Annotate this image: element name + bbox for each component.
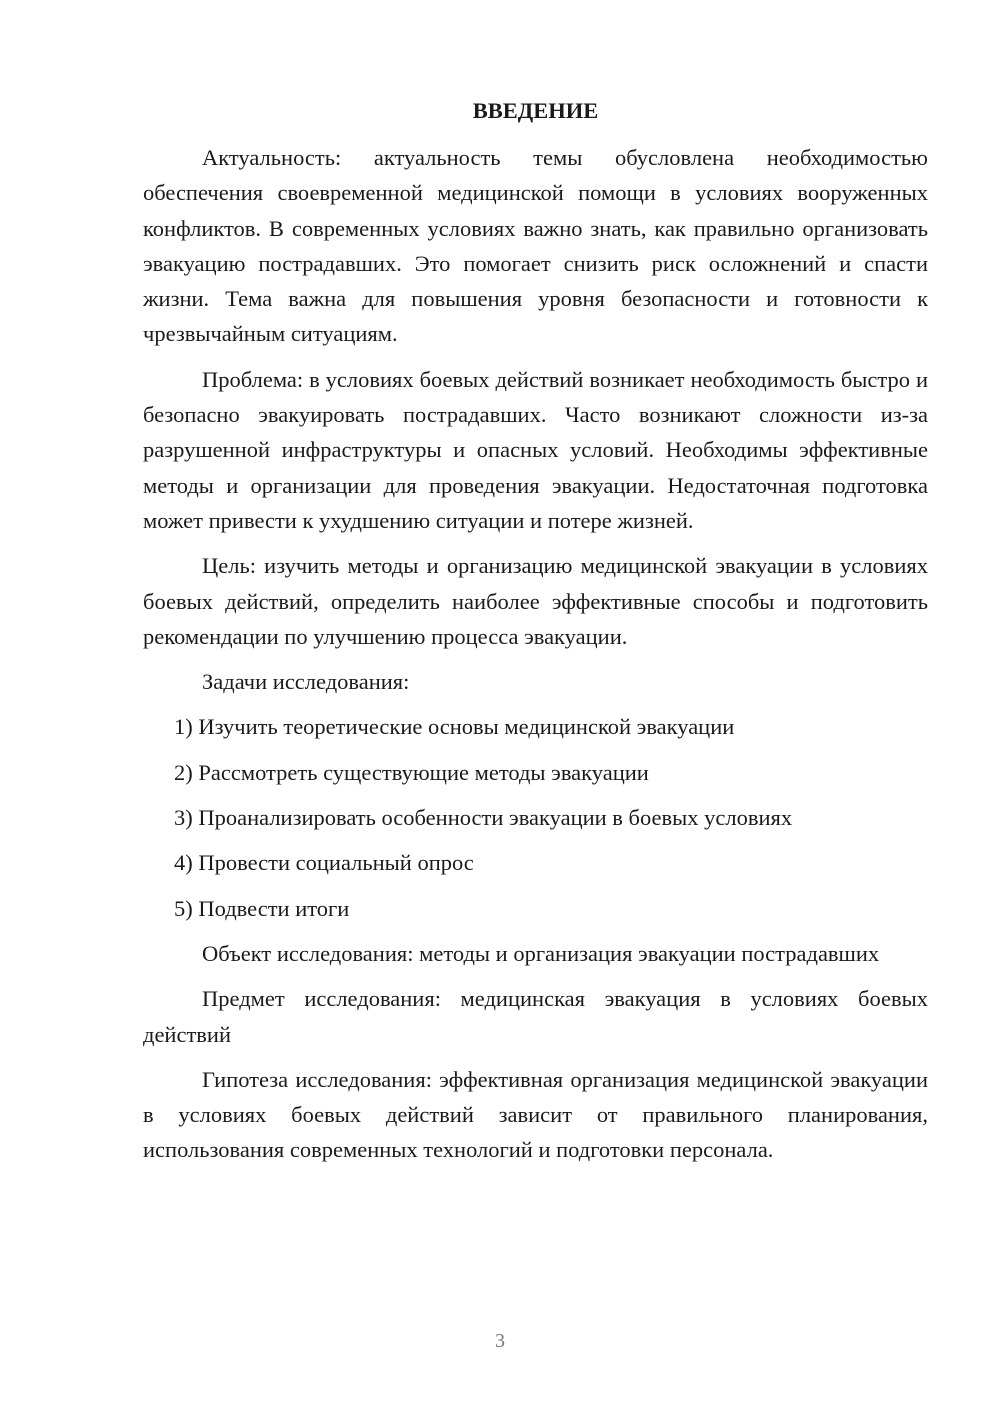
goal-paragraph: Цель: изучить методы и организацию медицинской эвакуации в условиях боевых действий, определить наиболее эффективные способы и подготовить рекомендации по улучшению процесса эвакуации. bbox=[143, 553, 928, 649]
subject-paragraph: Предмет исследования: медицинская эвакуация в условиях боевых действий bbox=[143, 986, 928, 1047]
tasks-label: Задачи исследования: bbox=[202, 669, 410, 695]
task-item-5: 5) Подвести итоги bbox=[174, 895, 350, 921]
task-item-4: 4) Провести социальный опрос bbox=[174, 850, 474, 876]
page-content bbox=[143, 92, 928, 1178]
problem-paragraph: Проблема: в условиях боевых действий возникает необходимость быстро и безопасно эвакуировать пострадавших. Часто возникают сложности из-за разрушенной инфраструктуры и опасных условий. Необходимы эффективные методы и организации для проведения эвакуации. Недостаточная подготовка может привести к ухудшению ситуации и потере жизней. bbox=[143, 366, 928, 533]
hypothesis-paragraph: Гипотеза исследования: эффективная организация медицинской эвакуации в условиях боевых действий зависит от правильного планирования, использования современных технологий и подготовки персонала. bbox=[143, 1066, 928, 1163]
section-title: ВВЕДЕНИЕ bbox=[472, 98, 599, 123]
relevance-paragraph: Актуальность: актуальность темы обусловлена необходимостью обеспечения своевременной медицинской помощи в условиях вооруженных конфликтов. В современных условиях важно знать, как правильно организовать эвакуацию пострадавших. Это помогает снизить риск осложнений и спасти жизни. Тема важна для повышения уровня безопасности и готовности к чрезвычайным ситуациям. bbox=[143, 145, 928, 347]
object-paragraph: Объект исследования: методы и организация эвакуации пострадавших bbox=[202, 940, 880, 966]
task-item-1: 1) Изучить теоретические основы медицинской эвакуации bbox=[174, 714, 735, 740]
task-item-2: 2) Рассмотреть существующие методы эвакуации bbox=[174, 759, 649, 785]
page-number: 3 bbox=[495, 1330, 505, 1352]
task-item-3: 3) Проанализировать особенности эвакуации в боевых условиях bbox=[174, 805, 793, 831]
